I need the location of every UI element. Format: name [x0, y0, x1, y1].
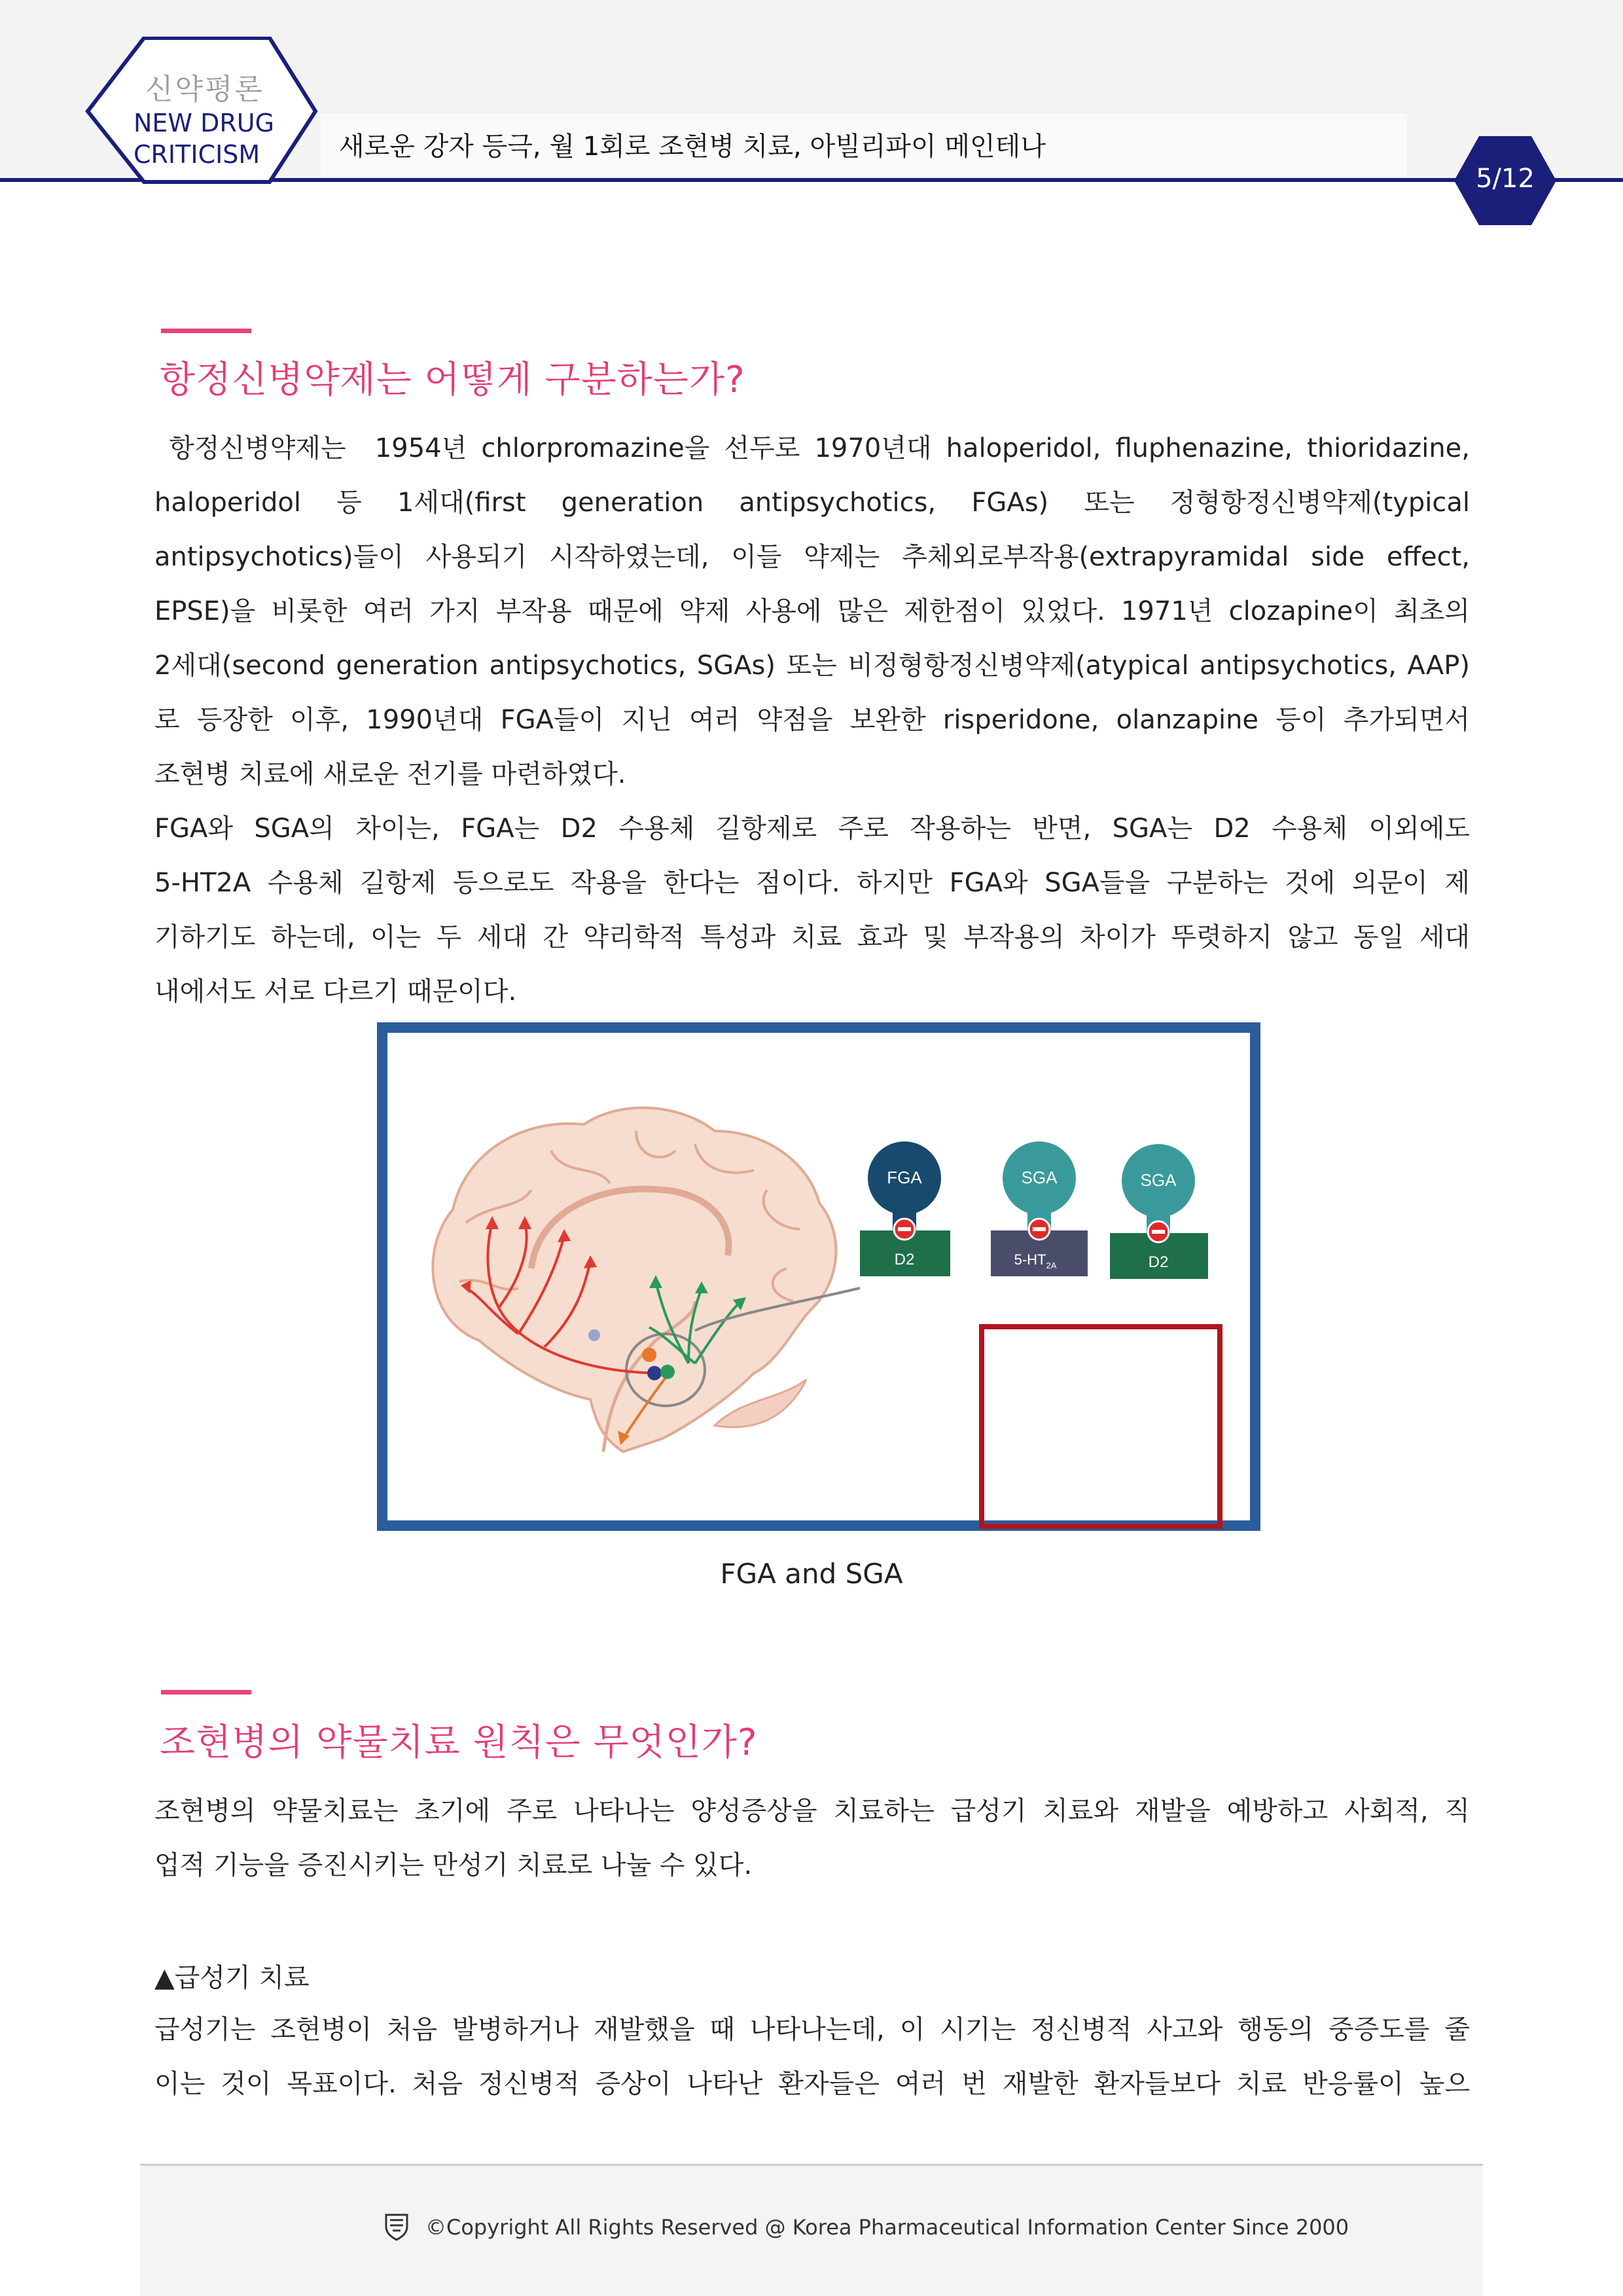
text-line: FGA와 SGA의 차이는, FGA는 D2 수용체 길항제로 주로 작용하는 반면, SGA는 D2 수용체 이외에도	[154, 814, 1470, 844]
text-line: 항정신병약제는 1954년 chlorpromazine을 선두로 1970년대 haloperidol, fluphenazine, thioridazine,	[154, 433, 1470, 463]
text-line: EPSE)을 비롯한 여러 가지 부작용 때문에 약제 사용에 많은 제한점이 있었다. 1971년 clozapine이 최초의	[154, 596, 1470, 626]
receptor-drug-label: SGA	[1021, 1168, 1058, 1187]
receptor-subscript: 2A	[1046, 1261, 1057, 1270]
article-subtitle: 새로운 강자 등극, 월 1회로 조현병 치료, 아빌리파이 메인테나	[339, 132, 1046, 162]
text-line: 조현병의 약물치료는 초기에 주로 나타나는 양성증상을 치료하는 급성기 치료와 재발을 예방하고 사회적, 직	[154, 1796, 1470, 1826]
receptor-drug-label: FGA	[887, 1168, 922, 1187]
subheading: ▲급성기 치료	[154, 1963, 310, 1993]
text-line: 2세대(second generation antipsychotics, SGAs) 또는 비정형항정신병약제(atypical antipsychotics, AAP)	[154, 651, 1470, 681]
text-line: 내에서도 서로 다르기 때문이다.	[154, 977, 517, 1007]
brain-icon	[433, 1108, 836, 1452]
text-line: haloperidol 등 1세대(first generation antipsychotics, FGAs) 또는 정형항정신병약제(typical	[154, 488, 1470, 518]
logo-english-line1: NEW DRUG	[134, 109, 275, 137]
receptor-sga-5ht2a	[991, 1141, 1088, 1276]
receptor-fga-d2	[860, 1141, 950, 1276]
section-heading: 항정신병약제는 어떻게 구분하는가?	[160, 359, 745, 401]
text-line: 급성기는 조현병이 처음 발병하거나 재발했을 때 나타나는데, 이 시기는 정신병적 사고와 행동의 중증도를 줄	[154, 2015, 1470, 2045]
heading-accent-bar	[161, 1690, 251, 1695]
receptor-sga-d2	[1110, 1144, 1208, 1279]
receptor-label: D2	[1148, 1253, 1169, 1271]
text-line: 이는 것이 목표이다. 처음 정신병적 증상이 나타난 환자들은 여러 번 재발한 환자들보다 치료 반응률이 높으	[154, 2069, 1470, 2099]
section-heading: 조현병의 약물치료 원칙은 무엇인가?	[160, 1721, 758, 1764]
receptor-label: 5-HT	[1014, 1251, 1046, 1268]
paragraph	[154, 2003, 1470, 2111]
text-line: 로 등장한 이후, 1990년대 FGA들이 지닌 여러 약점을 보완한 risperidone, olanzapine 등이 추가되면서	[154, 705, 1470, 735]
receptor-label: D2	[894, 1251, 915, 1268]
logo-english-line2: CRITICISM	[134, 140, 260, 169]
text-line: 업적 기능을 증진시키는 만성기 치료로 나눌 수 있다.	[154, 1850, 753, 1880]
text-line: 5-HT2A 수용체 길항제 등으로도 작용을 한다는 점이다. 하지만 FGA와 SGA들을 구분하는 것에 의문이 제	[154, 868, 1470, 898]
shield-emblem-icon	[382, 2212, 411, 2241]
heading-accent-bar	[161, 329, 251, 333]
figure-caption: FGA and SGA	[720, 1558, 903, 1590]
highlight-box	[979, 1324, 1222, 1529]
logo-korean: 신약평론	[145, 73, 265, 106]
text-line: 조현병 치료에 새로운 전기를 마련하였다.	[154, 759, 626, 789]
paragraph	[154, 1784, 1470, 1893]
text-line: antipsychotics)들이 사용되기 시작하였는데, 이들 약제는 추체외로부작용(extrapyramidal side effect,	[154, 542, 1470, 572]
text-line: 기하기도 하는데, 이는 두 세대 간 약리학적 특성과 치료 효과 및 부작용의 차이가 뚜렷하지 않고 동일 세대	[154, 922, 1470, 952]
page-number: 5/12	[1476, 164, 1535, 194]
receptor-drug-label: SGA	[1140, 1170, 1177, 1190]
copyright-text: ©Copyright All Rights Reserved @ Korea Pharmaceutical Information Center Since 2000	[425, 2215, 1349, 2240]
paragraph	[154, 422, 1470, 1019]
